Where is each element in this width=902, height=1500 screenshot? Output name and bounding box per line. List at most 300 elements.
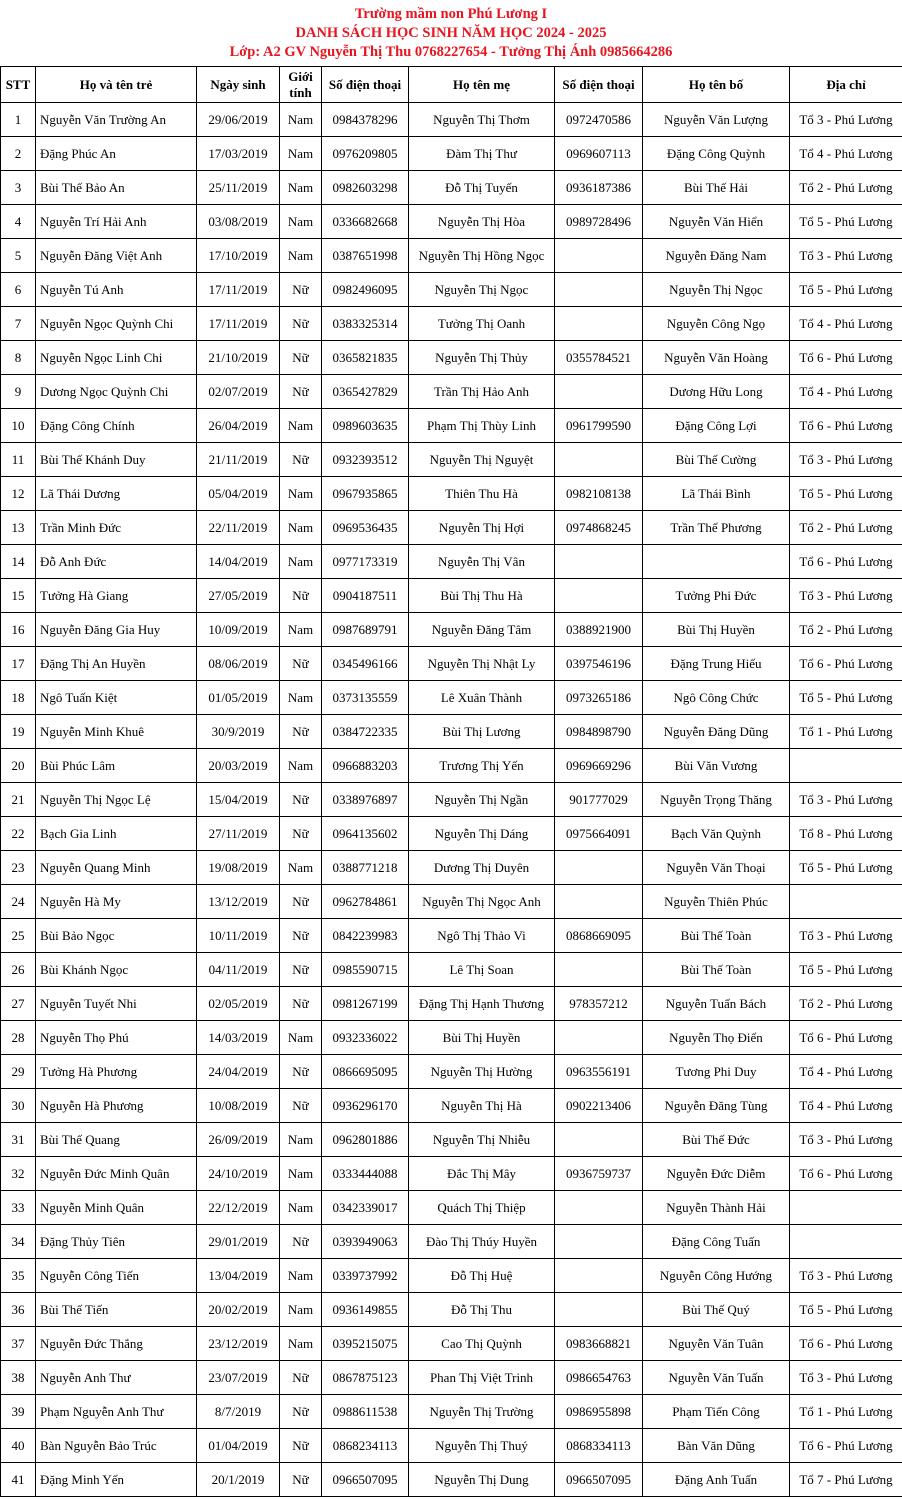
cell-birth-date: 14/03/2019 <box>197 1021 280 1055</box>
cell-phone: 0387651998 <box>322 239 409 273</box>
cell-stt: 31 <box>1 1123 36 1157</box>
cell-mother-name: Nguyễn Thị Dung <box>409 1463 555 1497</box>
cell-stt: 27 <box>1 987 36 1021</box>
table-row <box>1 987 902 1021</box>
cell-birth-date: 17/11/2019 <box>197 273 280 307</box>
cell-stt: 38 <box>1 1361 36 1395</box>
cell-child-name: Bàn Nguyễn Bảo Trúc <box>36 1429 197 1463</box>
cell-birth-date: 20/1/2019 <box>197 1463 280 1497</box>
cell-mother-phone: 0989728496 <box>555 205 643 239</box>
cell-gender: Nữ <box>280 1463 322 1497</box>
cell-mother-name: Dương Thị Duyên <box>409 851 555 885</box>
cell-address: Tổ 3 - Phú Lương <box>790 103 902 137</box>
cell-mother-name: Nguyễn Thị Hường <box>409 1055 555 1089</box>
cell-stt: 37 <box>1 1327 36 1361</box>
cell-gender: Nam <box>280 613 322 647</box>
cell-mother-phone: 0969669296 <box>555 749 643 783</box>
cell-child-name: Bạch Gia Linh <box>36 817 197 851</box>
cell-birth-date: 14/04/2019 <box>197 545 280 579</box>
cell-address: Tổ 5 - Phú Lương <box>790 477 902 511</box>
cell-child-name: Bùi Thế Khánh Duy <box>36 443 197 477</box>
cell-mother-phone: 0963556191 <box>555 1055 643 1089</box>
cell-child-name: Bùi Thế Quang <box>36 1123 197 1157</box>
cell-stt: 22 <box>1 817 36 851</box>
cell-stt: 19 <box>1 715 36 749</box>
cell-mother-name: Nguyễn Thị Hà <box>409 1089 555 1123</box>
cell-child-name: Nguyễn Ngọc Linh Chi <box>36 341 197 375</box>
cell-mother-phone <box>555 273 643 307</box>
cell-phone: 0987689791 <box>322 613 409 647</box>
cell-child-name: Dương Ngọc Quỳnh Chi <box>36 375 197 409</box>
cell-mother-phone <box>555 1293 643 1327</box>
cell-child-name: Nguyễn Đăng Việt Anh <box>36 239 197 273</box>
cell-address: Tổ 3 - Phú Lương <box>790 1123 902 1157</box>
cell-gender: Nữ <box>280 375 322 409</box>
cell-mother-name: Quách Thị Thiệp <box>409 1191 555 1225</box>
cell-mother-name: Đắc Thị Mây <box>409 1157 555 1191</box>
cell-address <box>790 749 902 783</box>
cell-mother-name: Nguyễn Thị Trường <box>409 1395 555 1429</box>
cell-mother-name: Nguyễn Thị Ngọc <box>409 273 555 307</box>
cell-mother-name: Đỗ Thị Tuyến <box>409 171 555 205</box>
col-header-mother-phone: Số điện thoại <box>555 67 643 103</box>
cell-stt: 35 <box>1 1259 36 1293</box>
cell-mother-phone: 0936187386 <box>555 171 643 205</box>
cell-mother-phone <box>555 953 643 987</box>
cell-child-name: Nguyễn Hà My <box>36 885 197 919</box>
cell-phone: 0932336022 <box>322 1021 409 1055</box>
cell-gender: Nam <box>280 171 322 205</box>
cell-mother-phone <box>555 545 643 579</box>
cell-mother-phone: 0936759737 <box>555 1157 643 1191</box>
cell-birth-date: 20/02/2019 <box>197 1293 280 1327</box>
cell-phone: 0383325314 <box>322 307 409 341</box>
cell-father-name: Tưởng Phi Đức <box>643 579 790 613</box>
cell-phone: 0365427829 <box>322 375 409 409</box>
cell-mother-name: Nguyễn Thị Ngọc Anh <box>409 885 555 919</box>
cell-gender: Nữ <box>280 1395 322 1429</box>
cell-phone: 0962801886 <box>322 1123 409 1157</box>
cell-stt: 15 <box>1 579 36 613</box>
cell-child-name: Tưởng Hà Giang <box>36 579 197 613</box>
table-row <box>1 273 902 307</box>
table-row <box>1 1089 902 1123</box>
cell-address: Tổ 3 - Phú Lương <box>790 239 902 273</box>
cell-address: Tổ 6 - Phú Lương <box>790 409 902 443</box>
cell-birth-date: 10/08/2019 <box>197 1089 280 1123</box>
cell-father-name: Nguyễn Thành Hải <box>643 1191 790 1225</box>
cell-birth-date: 24/10/2019 <box>197 1157 280 1191</box>
cell-child-name: Nguyễn Văn Trường An <box>36 103 197 137</box>
cell-gender: Nam <box>280 749 322 783</box>
cell-mother-phone: 978357212 <box>555 987 643 1021</box>
cell-address: Tổ 2 - Phú Lương <box>790 987 902 1021</box>
table-row <box>1 1225 902 1259</box>
cell-stt: 6 <box>1 273 36 307</box>
cell-mother-phone: 0975664091 <box>555 817 643 851</box>
table-row <box>1 953 902 987</box>
cell-child-name: Lã Thái Dương <box>36 477 197 511</box>
cell-birth-date: 03/08/2019 <box>197 205 280 239</box>
cell-gender: Nữ <box>280 885 322 919</box>
cell-phone: 0985590715 <box>322 953 409 987</box>
cell-stt: 7 <box>1 307 36 341</box>
cell-child-name: Nguyễn Đăng Gia Huy <box>36 613 197 647</box>
cell-mother-name: Nguyễn Thị Nhiễu <box>409 1123 555 1157</box>
cell-address: Tổ 2 - Phú Lương <box>790 511 902 545</box>
cell-father-name: Bùi Thị Huyền <box>643 613 790 647</box>
cell-child-name: Nguyễn Anh Thư <box>36 1361 197 1395</box>
cell-mother-phone <box>555 851 643 885</box>
cell-child-name: Nguyễn Minh Quân <box>36 1191 197 1225</box>
cell-father-name: Nguyễn Công Hướng <box>643 1259 790 1293</box>
cell-birth-date: 24/04/2019 <box>197 1055 280 1089</box>
cell-child-name: Nguyễn Hà Phương <box>36 1089 197 1123</box>
cell-mother-phone: 0966507095 <box>555 1463 643 1497</box>
cell-gender: Nữ <box>280 273 322 307</box>
cell-address: Tổ 6 - Phú Lương <box>790 1157 902 1191</box>
cell-phone: 0988611538 <box>322 1395 409 1429</box>
cell-stt: 21 <box>1 783 36 817</box>
cell-address: Tổ 6 - Phú Lương <box>790 1327 902 1361</box>
cell-address: Tổ 5 - Phú Lương <box>790 1293 902 1327</box>
cell-phone: 0384722335 <box>322 715 409 749</box>
cell-mother-phone: 0982108138 <box>555 477 643 511</box>
cell-phone: 0977173319 <box>322 545 409 579</box>
cell-mother-name: Bùi Thị Huyền <box>409 1021 555 1055</box>
cell-gender: Nam <box>280 1123 322 1157</box>
cell-phone: 0981267199 <box>322 987 409 1021</box>
cell-address: Tổ 1 - Phú Lương <box>790 1395 902 1429</box>
cell-mother-name: Nguyễn Thị Thuý <box>409 1429 555 1463</box>
cell-child-name: Tưởng Hà Phương <box>36 1055 197 1089</box>
cell-birth-date: 17/11/2019 <box>197 307 280 341</box>
cell-phone: 0966507095 <box>322 1463 409 1497</box>
cell-address: Tổ 3 - Phú Lương <box>790 1361 902 1395</box>
cell-gender: Nữ <box>280 307 322 341</box>
cell-address: Tổ 6 - Phú Lương <box>790 1021 902 1055</box>
cell-father-name <box>643 545 790 579</box>
cell-father-name: Phạm Tiến Công <box>643 1395 790 1429</box>
cell-address: Tổ 4 - Phú Lương <box>790 1055 902 1089</box>
cell-phone: 0982496095 <box>322 273 409 307</box>
cell-father-name: Tương Phi Duy <box>643 1055 790 1089</box>
cell-child-name: Bùi Thế Bảo An <box>36 171 197 205</box>
cell-child-name: Ngô Tuấn Kiệt <box>36 681 197 715</box>
cell-address <box>790 1191 902 1225</box>
cell-mother-phone: 0986654763 <box>555 1361 643 1395</box>
cell-birth-date: 19/08/2019 <box>197 851 280 885</box>
cell-phone: 0338976897 <box>322 783 409 817</box>
table-row <box>1 647 902 681</box>
cell-address: Tổ 4 - Phú Lương <box>790 375 902 409</box>
cell-mother-name: Nguyễn Thị Nguyệt <box>409 443 555 477</box>
cell-gender: Nam <box>280 137 322 171</box>
cell-phone: 0964135602 <box>322 817 409 851</box>
col-header-address: Địa chỉ <box>790 67 902 103</box>
cell-birth-date: 26/04/2019 <box>197 409 280 443</box>
cell-father-name: Bùi Thế Quý <box>643 1293 790 1327</box>
cell-mother-name: Phan Thị Việt Trinh <box>409 1361 555 1395</box>
table-row <box>1 613 902 647</box>
cell-father-name: Bùi Thế Đức <box>643 1123 790 1157</box>
cell-mother-name: Nguyễn Đăng Tâm <box>409 613 555 647</box>
cell-mother-phone <box>555 1191 643 1225</box>
cell-phone: 0373135559 <box>322 681 409 715</box>
cell-gender: Nam <box>280 851 322 885</box>
cell-gender: Nữ <box>280 647 322 681</box>
cell-address: Tổ 5 - Phú Lương <box>790 681 902 715</box>
cell-birth-date: 29/01/2019 <box>197 1225 280 1259</box>
cell-child-name: Nguyễn Công Tiến <box>36 1259 197 1293</box>
cell-mother-name: Nguyễn Thị Ngần <box>409 783 555 817</box>
cell-birth-date: 26/09/2019 <box>197 1123 280 1157</box>
col-header-mother-name: Họ tên mẹ <box>409 67 555 103</box>
cell-child-name: Nguyễn Minh Khuê <box>36 715 197 749</box>
cell-father-name: Bạch Văn Quỳnh <box>643 817 790 851</box>
cell-child-name: Bùi Phúc Lâm <box>36 749 197 783</box>
cell-child-name: Bùi Bảo Ngọc <box>36 919 197 953</box>
cell-father-name: Bùi Thế Toàn <box>643 953 790 987</box>
cell-address: Tổ 7 - Phú Lương <box>790 1463 902 1497</box>
cell-address: Tổ 6 - Phú Lương <box>790 341 902 375</box>
cell-father-name: Nguyễn Thiên Phúc <box>643 885 790 919</box>
cell-phone: 0365821835 <box>322 341 409 375</box>
cell-mother-name: Cao Thị Quỳnh <box>409 1327 555 1361</box>
cell-phone: 0336682668 <box>322 205 409 239</box>
cell-child-name: Nguyễn Đức Thắng <box>36 1327 197 1361</box>
cell-father-name: Nguyễn Thị Ngọc <box>643 273 790 307</box>
cell-mother-name: Nguyễn Thị Thơm <box>409 103 555 137</box>
cell-address: Tổ 5 - Phú Lương <box>790 851 902 885</box>
cell-birth-date: 02/05/2019 <box>197 987 280 1021</box>
cell-mother-phone: 0868334113 <box>555 1429 643 1463</box>
cell-child-name: Nguyễn Thị Ngọc Lệ <box>36 783 197 817</box>
cell-mother-name: Tưởng Thị Oanh <box>409 307 555 341</box>
cell-child-name: Đặng Thủy Tiên <box>36 1225 197 1259</box>
cell-father-name: Nguyễn Văn Lượng <box>643 103 790 137</box>
cell-father-name: Nguyễn Văn Hoàng <box>643 341 790 375</box>
cell-phone: 0936296170 <box>322 1089 409 1123</box>
cell-birth-date: 27/05/2019 <box>197 579 280 613</box>
cell-address: Tổ 3 - Phú Lương <box>790 919 902 953</box>
cell-stt: 16 <box>1 613 36 647</box>
table-row <box>1 851 902 885</box>
cell-phone: 0388771218 <box>322 851 409 885</box>
cell-mother-name: Nguyễn Thị Hòa <box>409 205 555 239</box>
cell-gender: Nam <box>280 205 322 239</box>
cell-father-name: Ngô Công Chức <box>643 681 790 715</box>
cell-birth-date: 25/11/2019 <box>197 171 280 205</box>
cell-birth-date: 01/05/2019 <box>197 681 280 715</box>
cell-gender: Nam <box>280 1157 322 1191</box>
class-info: Lớp: A2 GV Nguyễn Thị Thu 0768227654 - Tưởng Thị Ánh 0985664286 <box>229 44 673 60</box>
table-row <box>1 1361 902 1395</box>
cell-mother-phone: 0355784521 <box>555 341 643 375</box>
cell-phone: 0342339017 <box>322 1191 409 1225</box>
cell-father-name: Nguyễn Đức Diễm <box>643 1157 790 1191</box>
table-row <box>1 1327 902 1361</box>
cell-father-name: Nguyễn Tuấn Bách <box>643 987 790 1021</box>
cell-mother-phone: 0983668821 <box>555 1327 643 1361</box>
cell-mother-phone <box>555 1259 643 1293</box>
cell-birth-date: 08/06/2019 <box>197 647 280 681</box>
table-row <box>1 409 902 443</box>
col-header-father-name: Họ tên bố <box>643 67 790 103</box>
cell-mother-phone: 0973265186 <box>555 681 643 715</box>
cell-stt: 18 <box>1 681 36 715</box>
cell-phone: 0345496166 <box>322 647 409 681</box>
cell-mother-name: Đỗ Thị Huệ <box>409 1259 555 1293</box>
cell-mother-name: Trần Thị Hảo Anh <box>409 375 555 409</box>
cell-stt: 23 <box>1 851 36 885</box>
cell-father-name: Đặng Công Quỳnh <box>643 137 790 171</box>
cell-stt: 11 <box>1 443 36 477</box>
cell-stt: 17 <box>1 647 36 681</box>
cell-phone: 0866695095 <box>322 1055 409 1089</box>
cell-child-name: Đỗ Anh Đức <box>36 545 197 579</box>
cell-father-name: Đặng Công Tuấn <box>643 1225 790 1259</box>
cell-phone: 0932393512 <box>322 443 409 477</box>
cell-address: Tổ 4 - Phú Lương <box>790 307 902 341</box>
cell-mother-phone: 0984898790 <box>555 715 643 749</box>
cell-address: Tổ 5 - Phú Lương <box>790 273 902 307</box>
table-row <box>1 817 902 851</box>
cell-address: Tổ 1 - Phú Lương <box>790 715 902 749</box>
table-row <box>1 885 902 919</box>
cell-mother-phone <box>555 1225 643 1259</box>
cell-birth-date: 13/04/2019 <box>197 1259 280 1293</box>
cell-father-name: Nguyễn Văn Hiển <box>643 205 790 239</box>
cell-mother-name: Nguyễn Thị Dáng <box>409 817 555 851</box>
col-header-child-name: Họ và tên trẻ <box>36 67 197 103</box>
cell-mother-phone <box>555 1021 643 1055</box>
cell-mother-phone: 0972470586 <box>555 103 643 137</box>
table-row <box>1 1123 902 1157</box>
cell-child-name: Nguyễn Thọ Phú <box>36 1021 197 1055</box>
cell-phone: 0969536435 <box>322 511 409 545</box>
cell-gender: Nam <box>280 545 322 579</box>
table-row <box>1 205 902 239</box>
cell-gender: Nam <box>280 511 322 545</box>
cell-phone: 0339737992 <box>322 1259 409 1293</box>
table-row <box>1 443 902 477</box>
col-header-stt: STT <box>1 67 36 103</box>
table-row <box>1 137 902 171</box>
cell-phone: 0982603298 <box>322 171 409 205</box>
cell-stt: 20 <box>1 749 36 783</box>
cell-gender: Nữ <box>280 1225 322 1259</box>
table-row <box>1 1191 902 1225</box>
cell-stt: 9 <box>1 375 36 409</box>
cell-birth-date: 02/07/2019 <box>197 375 280 409</box>
cell-mother-name: Thiên Thu Hà <box>409 477 555 511</box>
cell-gender: Nam <box>280 1191 322 1225</box>
cell-stt: 32 <box>1 1157 36 1191</box>
cell-stt: 40 <box>1 1429 36 1463</box>
cell-gender: Nam <box>280 409 322 443</box>
cell-mother-name: Trương Thị Yến <box>409 749 555 783</box>
cell-child-name: Phạm Nguyễn Anh Thư <box>36 1395 197 1429</box>
cell-phone: 0904187511 <box>322 579 409 613</box>
table-row <box>1 1429 902 1463</box>
cell-mother-phone: 0974868245 <box>555 511 643 545</box>
cell-stt: 34 <box>1 1225 36 1259</box>
cell-birth-date: 17/03/2019 <box>197 137 280 171</box>
cell-mother-name: Bùi Thị Thu Hà <box>409 579 555 613</box>
cell-stt: 13 <box>1 511 36 545</box>
cell-mother-name: Bùi Thị Lương <box>409 715 555 749</box>
cell-father-name: Bùi Thế Hải <box>643 171 790 205</box>
cell-stt: 1 <box>1 103 36 137</box>
cell-father-name: Nguyễn Thọ Điển <box>643 1021 790 1055</box>
table-row <box>1 783 902 817</box>
cell-phone: 0842239983 <box>322 919 409 953</box>
cell-mother-phone <box>555 375 643 409</box>
cell-address: Tổ 2 - Phú Lương <box>790 613 902 647</box>
cell-gender: Nữ <box>280 1089 322 1123</box>
cell-mother-name: Đào Thị Thúy Huyền <box>409 1225 555 1259</box>
cell-birth-date: 21/10/2019 <box>197 341 280 375</box>
table-row <box>1 715 902 749</box>
cell-mother-phone <box>555 239 643 273</box>
table-row <box>1 749 902 783</box>
cell-mother-phone: 0902213406 <box>555 1089 643 1123</box>
cell-address: Tổ 3 - Phú Lương <box>790 443 902 477</box>
cell-child-name: Nguyễn Tú Anh <box>36 273 197 307</box>
cell-stt: 30 <box>1 1089 36 1123</box>
cell-gender: Nữ <box>280 1055 322 1089</box>
cell-address: Tổ 6 - Phú Lương <box>790 1429 902 1463</box>
cell-mother-phone: 0969607113 <box>555 137 643 171</box>
cell-mother-name: Lê Thị Soan <box>409 953 555 987</box>
cell-gender: Nam <box>280 1259 322 1293</box>
cell-father-name: Nguyễn Đăng Tùng <box>643 1089 790 1123</box>
table-row <box>1 477 902 511</box>
cell-mother-name: Đàm Thị Thư <box>409 137 555 171</box>
cell-gender: Nữ <box>280 341 322 375</box>
cell-stt: 39 <box>1 1395 36 1429</box>
cell-mother-phone <box>555 1123 643 1157</box>
cell-mother-phone <box>555 885 643 919</box>
col-header-gender <box>280 67 322 103</box>
cell-child-name: Đặng Minh Yến <box>36 1463 197 1497</box>
cell-child-name: Bùi Thế Tiến <box>36 1293 197 1327</box>
cell-mother-phone: 0868669095 <box>555 919 643 953</box>
cell-mother-name: Nguyễn Thị Vân <box>409 545 555 579</box>
cell-gender: Nữ <box>280 783 322 817</box>
table-row <box>1 341 902 375</box>
cell-birth-date: 10/09/2019 <box>197 613 280 647</box>
cell-mother-phone: 0986955898 <box>555 1395 643 1429</box>
cell-birth-date: 23/12/2019 <box>197 1327 280 1361</box>
cell-phone: 0333444088 <box>322 1157 409 1191</box>
table-row <box>1 1463 902 1497</box>
cell-gender: Nam <box>280 239 322 273</box>
cell-father-name: Nguyễn Văn Tuân <box>643 1327 790 1361</box>
cell-gender: Nữ <box>280 919 322 953</box>
cell-birth-date: 23/07/2019 <box>197 1361 280 1395</box>
table-header-row <box>1 67 902 103</box>
cell-mother-phone: 0388921900 <box>555 613 643 647</box>
cell-father-name: Nguyễn Trọng Thăng <box>643 783 790 817</box>
cell-address: Tổ 5 - Phú Lương <box>790 953 902 987</box>
cell-birth-date: 17/10/2019 <box>197 239 280 273</box>
cell-gender: Nữ <box>280 715 322 749</box>
col-header-gender-label: Giới tính <box>288 68 313 100</box>
cell-address: Tổ 6 - Phú Lương <box>790 647 902 681</box>
cell-address: Tổ 6 - Phú Lương <box>790 545 902 579</box>
